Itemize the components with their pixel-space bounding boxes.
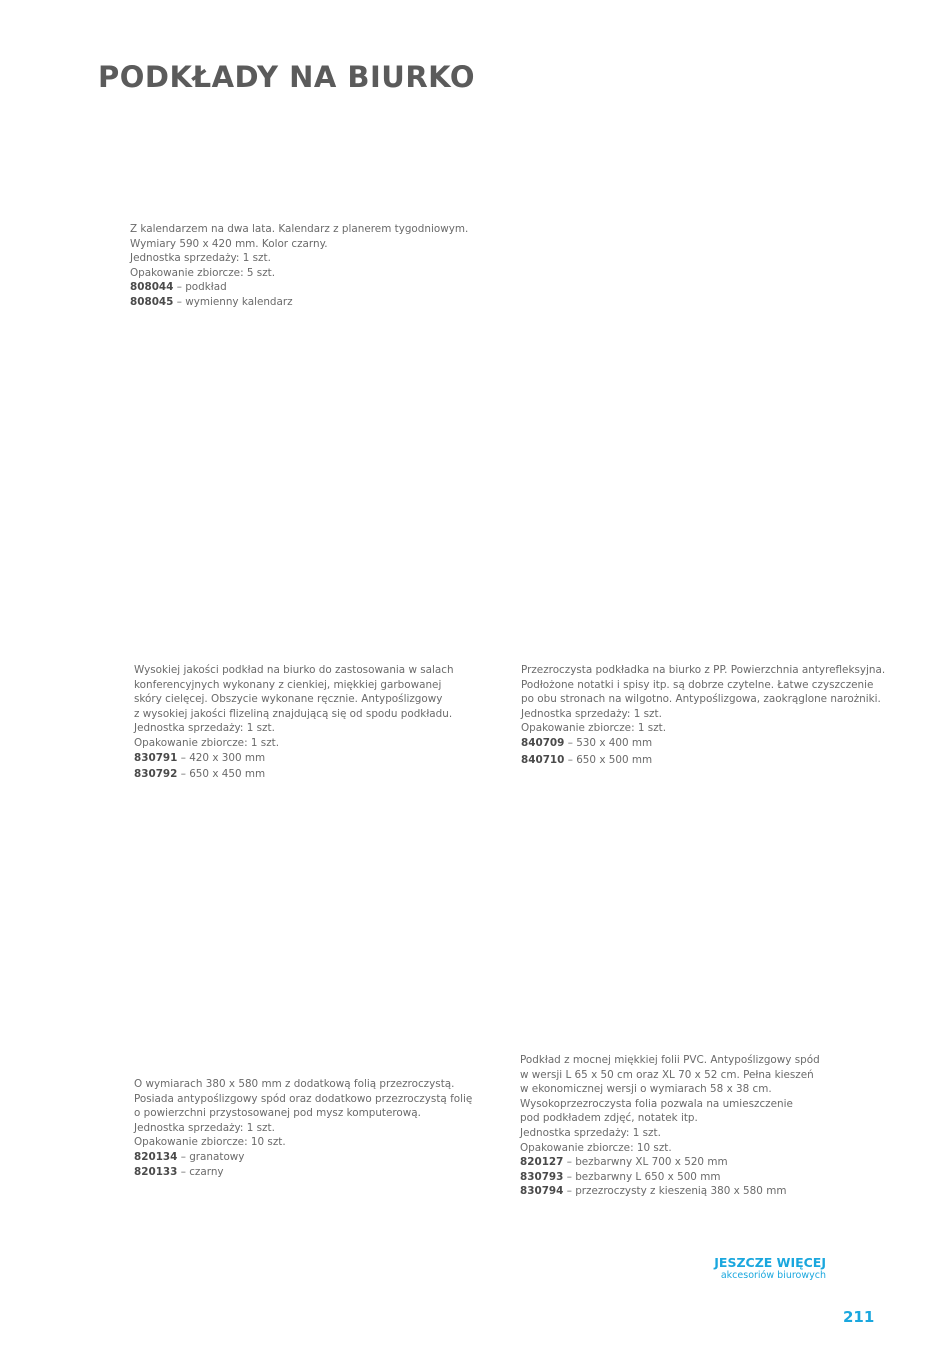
description-line: Posiada antypoślizgowy spód oraz dodatkowo przezroczystą folię (134, 1092, 473, 1105)
product-pvc-desk-pad (520, 1053, 820, 1199)
product-code-line (130, 295, 468, 310)
product-code-desc: – granatowy (177, 1150, 245, 1163)
description-line: Jednostka sprzedaży: 1 szt. (521, 707, 662, 720)
product-code: 820134 (134, 1150, 178, 1163)
description-line: Wysokoprzezroczysta folia pozwala na umieszczenie (520, 1097, 793, 1110)
product-code-line (134, 751, 454, 766)
product-code: 830794 (520, 1185, 564, 1198)
product-code: 840710 (521, 753, 565, 766)
description-line: Podłożone notatki i spisy itp. są dobrze czytelne. Łatwe czyszczenie (521, 678, 874, 691)
description-line: Jednostka sprzedaży: 1 szt. (520, 1126, 661, 1139)
description-line: Wymiary 590 x 420 mm. Kolor czarny. (130, 237, 328, 250)
product-code: 830792 (134, 768, 178, 781)
description-line: o powierzchni przystosowanej pod mysz komputerową. (134, 1107, 421, 1120)
description-line: Opakowanie zbiorcze: 1 szt. (134, 736, 280, 749)
product-code-desc: – bezbarwny L 650 x 500 mm (563, 1170, 721, 1183)
description-line: w ekonomicznej wersji o wymiarach 58 x 38 cm. (520, 1083, 772, 1096)
product-code-desc: – bezbarwny XL 700 x 520 mm (563, 1156, 728, 1169)
description-line: Jednostka sprzedaży: 1 szt. (130, 252, 271, 265)
description-line: Przezroczysta podkładka na biurko z PP. Powierzchnia antyrefleksyjna. (521, 664, 886, 676)
product-code-desc: – czarny (177, 1165, 224, 1178)
page-number: 211 (843, 1308, 875, 1326)
product-code-line (520, 1184, 820, 1199)
description-line: Opakowanie zbiorcze: 10 szt. (520, 1141, 672, 1154)
product-code-line (521, 736, 885, 751)
product-leather-desk-pad (134, 663, 454, 782)
description-line: Jednostka sprzedaży: 1 szt. (134, 1121, 275, 1134)
product-code-line (134, 1150, 472, 1165)
product-mousepad-desk-pad (134, 1077, 472, 1179)
description-line: Wysokiej jakości podkład na biurko do zastosowania w salach (134, 664, 454, 676)
product-code: 830791 (134, 751, 178, 764)
product-code-line (130, 280, 468, 295)
product-code-desc: – 650 x 450 mm (177, 768, 266, 781)
product-code-desc: – 530 x 400 mm (564, 736, 653, 749)
product-code: 808045 (130, 295, 174, 308)
description-line: Opakowanie zbiorcze: 5 szt. (130, 266, 276, 279)
description-line: O wymiarach 380 x 580 mm z dodatkową folią przezroczystą. (134, 1078, 455, 1090)
product-code-desc: – podkład (173, 281, 227, 294)
description-line: pod podkładem zdjęć, notatek itp. (520, 1112, 698, 1125)
description-line: Opakowanie zbiorcze: 1 szt. (521, 722, 667, 735)
product-code-desc: – przezroczysty z kieszenią 380 x 580 mm (563, 1185, 787, 1198)
page-title: PODKŁADY NA BIURKO (98, 60, 475, 94)
product-desk-pad-calendar (130, 222, 468, 310)
product-code: 820133 (134, 1165, 178, 1178)
product-code-desc: – 420 x 300 mm (177, 751, 266, 764)
more-accessories-promo[interactable] (714, 1255, 826, 1281)
product-pp-transparent-pad (521, 663, 885, 767)
description-line: po obu stronach na wilgotno. Antypoślizgowa, zaokrąglone narożniki. (521, 693, 881, 706)
description-line: konferencyjnych wykonany z cienkiej, miękkiej garbowanej (134, 678, 442, 691)
product-code: 808044 (130, 281, 174, 294)
product-code-desc: – 650 x 500 mm (564, 753, 653, 766)
product-code-line (521, 753, 885, 768)
description-line: skóry cielęcej. Obszycie wykonane ręcznie. Antypoślizgowy (134, 693, 443, 706)
product-code: 830793 (520, 1170, 564, 1183)
product-code: 840709 (521, 736, 565, 749)
product-code-line (134, 767, 454, 782)
product-code-line (520, 1155, 820, 1170)
description-line: w wersji L 65 x 50 cm oraz XL 70 x 52 cm. Pełna kieszeń (520, 1068, 814, 1081)
product-code: 820127 (520, 1156, 564, 1169)
product-code-desc: – wymienny kalendarz (173, 295, 293, 308)
description-line: Z kalendarzem na dwa lata. Kalendarz z planerem tygodniowym. (130, 223, 469, 235)
promo-subtitle: akcesoriów biurowych (720, 1270, 826, 1281)
description-line: Opakowanie zbiorcze: 10 szt. (134, 1136, 286, 1149)
product-code-line (134, 1165, 472, 1180)
description-line: Jednostka sprzedaży: 1 szt. (134, 722, 275, 735)
description-line: z wysokiej jakości flizeliną znajdującą się od spodu podkładu. (134, 707, 453, 720)
promo-title: JESZCZE WIĘCEJ (714, 1255, 826, 1270)
description-line: Podkład z mocnej miękkiej folii PVC. Antypoślizgowy spód (520, 1054, 820, 1066)
product-code-line (520, 1170, 820, 1185)
